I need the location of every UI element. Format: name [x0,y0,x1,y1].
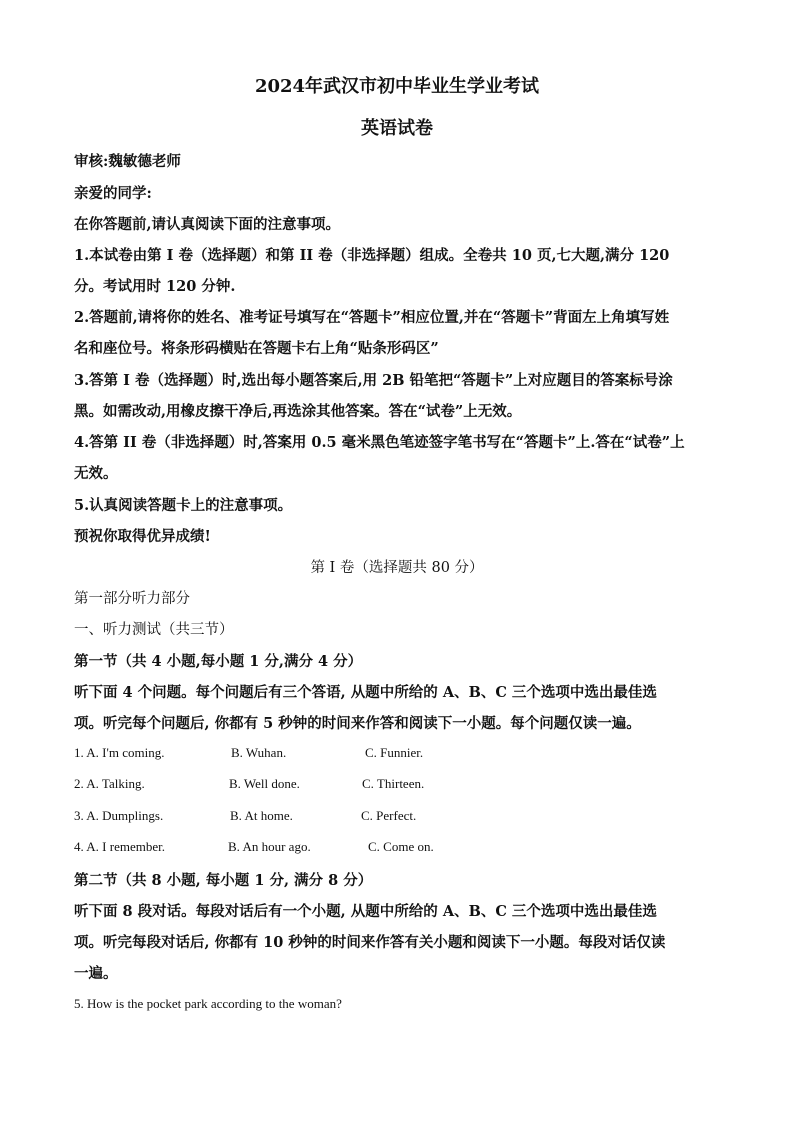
intro-line: 在你答题前,请认真阅读下面的注意事项。 [74,216,341,233]
note-5-line: 5.认真阅读答题卡上的注意事项。 [74,497,293,514]
section-2-title: 第二节（共 8 小题, 每小题 1 分, 满分 8 分） [74,872,373,889]
note-4-line-1: 4.答第 II 卷（非选择题）时,答案用 0.5 毫米黑色笔迹签字笔书写在“答题卡”上.答在“试卷”上 [74,434,685,451]
note-4-line-2: 无效。 [74,465,118,482]
question-1-option-b: B. Wuhan. [231,745,287,760]
note-3-line-2: 黑。如需改动,用橡皮擦干净后,再选涂其他答案。答在“试卷”上无效。 [74,403,522,420]
question-4-option-a: 4. A. I remember. [74,839,165,854]
section-2-instruction-line-2: 项。听完每段对话后, 你都有 10 秒钟的时间来作答有关小题和阅读下一小题。每段对话仅读 [74,934,666,951]
question-3-option-a: 3. A. Dumplings. [74,808,164,823]
question-3-option-b: B. At home. [230,808,293,823]
question-2-option-a: 2. A. Talking. [74,776,145,791]
note-1-line-2: 分。考试用时 120 分钟. [74,278,236,295]
note-3-line-1: 3.答第 I 卷（选择题）时,选出每小题答案后,用 2B 铅笔把“答题卡”上对应题目的答案标号涂 [74,372,673,389]
exam-subtitle: 英语试卷 [361,118,433,139]
question-2-option-b: B. Well done. [229,776,300,791]
question-3-option-c: C. Perfect. [361,808,417,823]
volume-1-heading: 第 I 卷（选择题共 80 分） [310,560,484,576]
section-1-title: 第一节（共 4 小题,每小题 1 分,满分 4 分） [74,653,363,670]
question-4-option-b: B. An hour ago. [228,839,311,854]
question-2-option-c: C. Thirteen. [362,776,425,791]
question-4-option-c: C. Come on. [368,839,434,854]
section-2-instruction-line-3: 一遍。 [74,965,118,982]
note-2-line-1: 2.答题前,请将你的姓名、准考证号填写在“答题卡”相应位置,并在“答题卡”背面左上角填写姓 [74,309,670,326]
note-1-line-1: 1.本试卷由第 I 卷（选择题）和第 II 卷（非选择题）组成。全卷共 10 页,七大题,满分 120 [74,247,670,264]
wish-line: 预祝你取得优异成绩! [74,528,211,545]
exam-title: 2024年武汉市初中毕业生学业考试 [254,76,540,97]
section-1-instruction-line-1: 听下面 4 个问题。每个问题后有三个答语, 从题中所给的 A、B、C 三个选项中选出最佳选 [74,684,657,701]
part-1-heading: 第一部分听力部分 [74,591,190,607]
note-2-line-2: 名和座位号。将条形码横贴在答题卡右上角“贴条形码区” [74,340,439,357]
section-2-instruction-line-1: 听下面 8 段对话。每段对话后有一个小题, 从题中所给的 A、B、C 三个选项中选出最佳选 [74,903,657,920]
section-1-instruction-line-2: 项。听完每个问题后, 你都有 5 秒钟的时间来作答和阅读下一小题。每个问题仅读一遍。 [74,715,641,732]
greeting-line: 亲爱的同学: [74,185,152,202]
question-1-option-a: 1. A. I'm coming. [74,745,165,760]
listening-section-heading: 一、听力测试（共三节） [74,622,234,638]
reviewer-line: 审核:魏敏德老师 [74,153,181,170]
question-5-stem: 5. How is the pocket park according to the woman? [74,996,342,1011]
question-1-option-c: C. Funnier. [365,745,424,760]
